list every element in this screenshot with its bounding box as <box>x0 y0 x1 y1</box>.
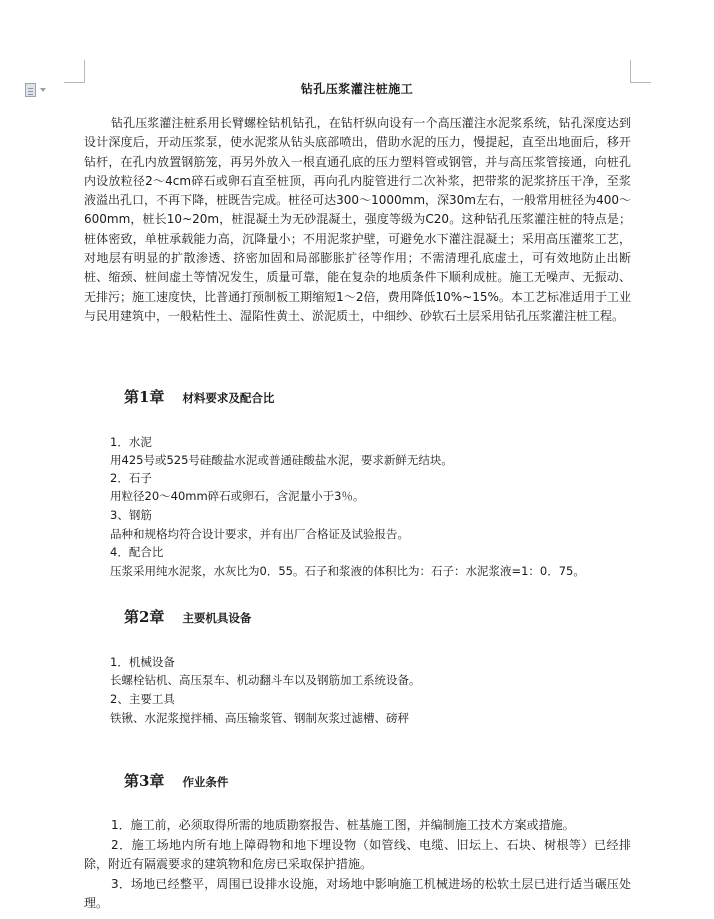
chapter-number: 第1章 <box>124 388 165 406</box>
chapter-number: 第3章 <box>124 772 165 790</box>
section-text: 品种和规格均符合设计要求，并有出厂合格证及试验报告。 <box>110 527 409 541</box>
section-heading: 1．机械设备 <box>110 655 175 669</box>
chapter-number: 第2章 <box>124 608 165 626</box>
intro-paragraph: 钻孔压浆灌注桩系用长臂螺栓钻机钻孔，在钻杆纵向设有一个高压灌注水泥浆系统，钻孔深度达到设计深度后，开动压浆泵，使水泥浆从钻头底部喷出，借助水泥的压力，慢提起，直至出地面后，移开钻杆，在孔内放置钢筋笼，再另外放入一根直通孔底的压力塑料管或钢管，并与高压浆管接通，向桩孔内设放粒径2～4cm碎石或卵石直至桩顶，再向孔内腚管进行二次补浆，把带浆的泥浆挤压干净，至浆液溢出孔口，不再下降，桩既告完成。桩径可达300～1000mm，深30m左右，一般常用桩径为400～600mm，桩长10~20m，桩混凝土为无砂混凝土，强度等级为C20。这种钻孔压浆灌注桩的特点是；桩体密致，单桩承载能力高，沉降量小；不用泥浆护壁，可避免水下灌注混凝土；采用高压灌浆工艺，对地层有明显的扩散渗透、挤密加固和局部膨胀扩径等作用；不需清理孔底虚土，可有效地防止出断桩、缩颈、桩间虚土等情况发生，质量可靠，能在复杂的地质条件下顺利成桩。施工无噪声、无振动、无排污；施工速度快，比普通打预制板工期缩短1～2倍，费用降低10%~15%。本工艺标准适用于工业与民用建筑中，一般粘性土、湿陷性黄土、淤泥质土，中细纱、砂软石土层采用钻孔压浆灌注桩工程。 <box>84 116 631 323</box>
section-heading: 4．配合比 <box>110 545 164 559</box>
section-text: 铁锹、水泥浆搅拌桶、高压输浆管、钢制灰浆过滤槽、磅秤 <box>110 711 409 725</box>
chapter-2-heading <box>124 606 251 627</box>
chapter-title: 作业条件 <box>182 775 229 789</box>
section-heading: 3、钢筋 <box>110 508 152 522</box>
chapter-title: 材料要求及配合比 <box>182 391 275 405</box>
section-text: 用粒径20～40mm碎石或卵石，含泥量小于3％。 <box>110 489 365 503</box>
chapter-1-heading <box>124 386 274 407</box>
chapter-title: 主要机具设备 <box>182 611 252 625</box>
section-text: 用425号或525号硅酸盐水泥或普通硅酸盐水泥，要求新鲜无结块。 <box>110 453 453 467</box>
section-heading: 2．石子 <box>110 471 152 485</box>
chapter-3-heading <box>124 770 228 791</box>
list-item: 2．施工场地内所有地上障碍物和地下埋设物（如管线、电缆、旧坛上、石块、树根等）已经排除，附近有隔震要求的建筑物和危房已采取保护措施。 <box>84 838 631 872</box>
list-item: 1．施工前，必须取得所需的地质勘察报告、桩基施工图，并编制施工技术方案或措施。 <box>111 818 575 832</box>
document-title: 钻孔压浆灌注桩施工 <box>300 82 414 96</box>
section-heading: 2、主要工具 <box>110 692 175 706</box>
section-heading: 1．水泥 <box>110 435 152 449</box>
section-text: 压浆采用纯水泥浆，水灰比为0．55。石子和浆液的体积比为：石子：水泥浆液=1：0．75。 <box>110 564 585 578</box>
list-item: 3．场地已经整平，周围已设排水设施，对场地中影响施工机械进场的松软土层已进行适当碾压处理。 <box>84 877 631 911</box>
section-text: 长螺栓钻机、高压泵车、机动翻斗车以及钢筋加工系统设备。 <box>110 673 421 687</box>
